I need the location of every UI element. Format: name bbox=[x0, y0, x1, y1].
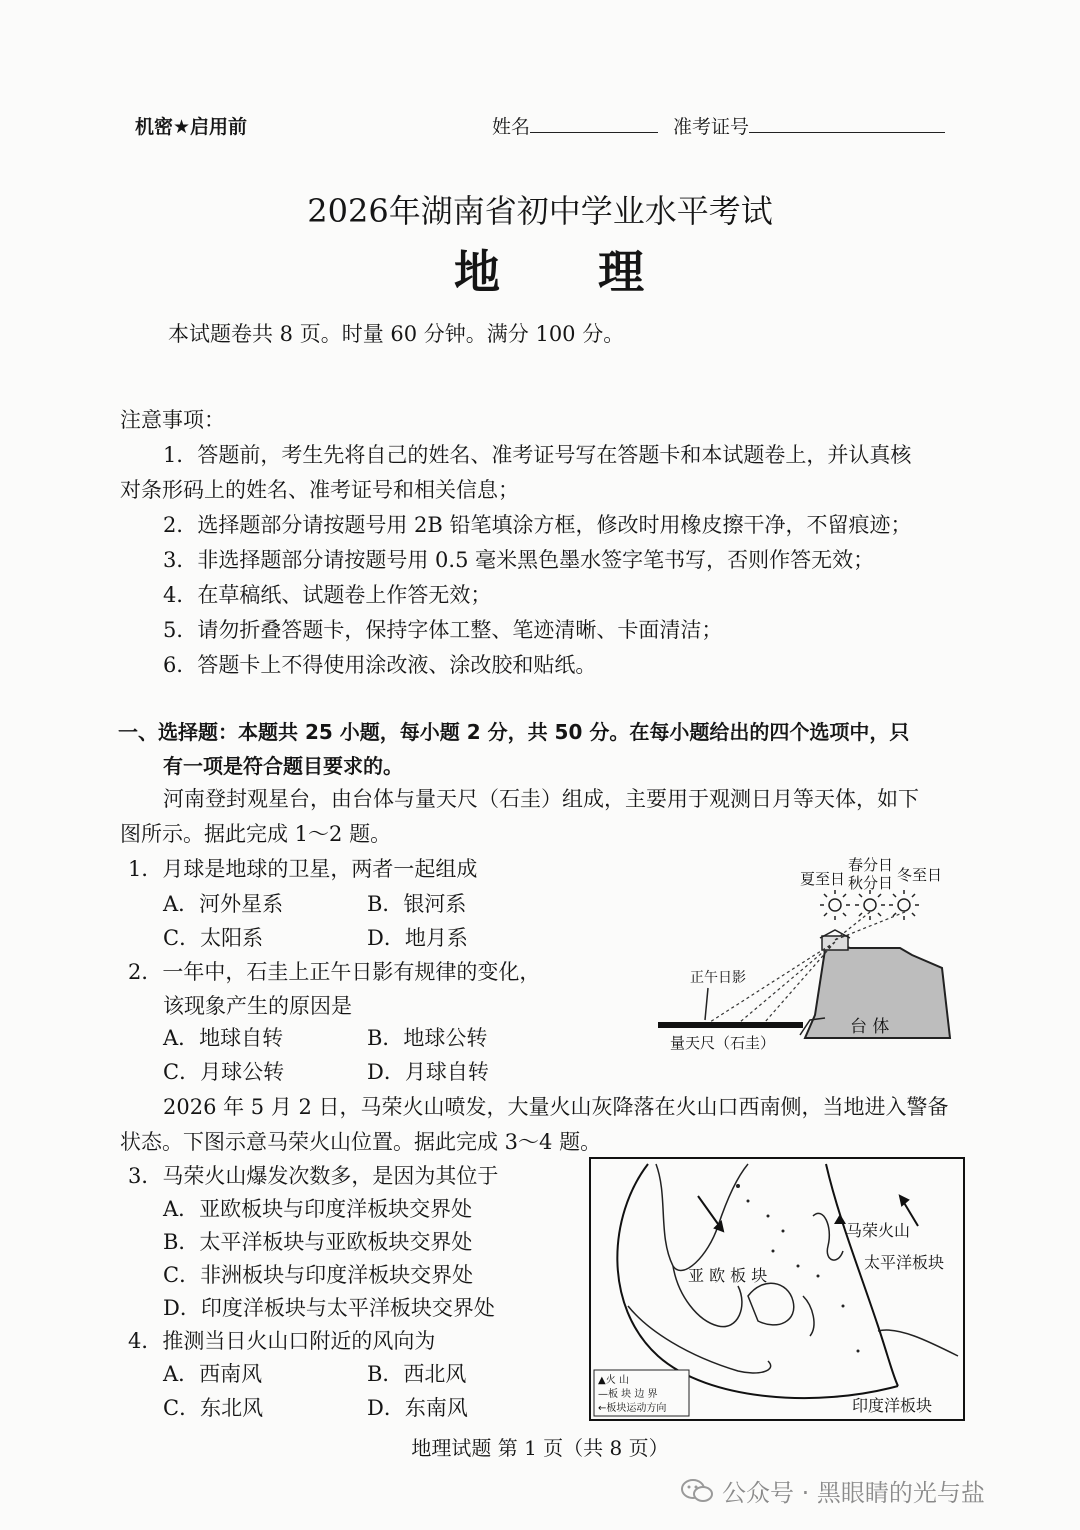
summer-solstice-label: 夏至日 bbox=[800, 870, 846, 888]
winter-solstice-label: 冬至日 bbox=[897, 866, 943, 884]
q2-option-d: D．月球自转 bbox=[367, 1060, 489, 1084]
ticket-label: 准考证号 bbox=[673, 116, 750, 138]
question-1-stem: 1．月球是地球的卫星，两者一起组成 bbox=[128, 857, 478, 881]
note-item-6: 6．答题卡上不得使用涂改液、涂改胶和贴纸。 bbox=[163, 653, 597, 677]
mayon-volcano-label: 马荣火山 bbox=[846, 1221, 911, 1240]
notes-heading: 注意事项： bbox=[120, 408, 225, 432]
subject-title: 地 理 bbox=[454, 245, 646, 299]
sun-icon bbox=[820, 890, 850, 920]
note-item-5: 5．请勿折叠答题卡，保持字体工整、笔迹清晰、卡面清洁； bbox=[163, 618, 723, 642]
legend-volcano: ▲火 山 bbox=[598, 1375, 629, 1386]
legend-boundary: —板 块 边 界 bbox=[598, 1389, 658, 1400]
q4-option-c: C．东北风 bbox=[163, 1396, 264, 1420]
q2-option-a: A．地球自转 bbox=[163, 1026, 284, 1050]
pacific-plate-label: 太平洋板块 bbox=[864, 1253, 945, 1272]
name-field bbox=[492, 112, 658, 139]
legend-motion: ←板块运动方向 bbox=[598, 1403, 667, 1414]
passage-1-line-2: 图所示。据此完成 1～2 题。 bbox=[120, 822, 392, 846]
ticket-field bbox=[673, 112, 945, 139]
q2-option-b: B．地球公转 bbox=[367, 1026, 488, 1050]
q2-option-c: C．月球公转 bbox=[163, 1060, 285, 1084]
exam-title: 2026年湖南省初中学业水平考试 bbox=[307, 192, 773, 230]
section-heading-cont: 有一项是符合题目要求的。 bbox=[163, 754, 403, 778]
question-2-stem: 2．一年中，石圭上正午日影有规律的变化， bbox=[128, 960, 541, 984]
autumn-equinox-label: 秋分日 bbox=[848, 874, 894, 892]
q1-option-a: A．河外星系 bbox=[163, 892, 284, 916]
question-3-stem: 3．马荣火山爆发次数多，是因为其位于 bbox=[128, 1164, 499, 1188]
question-4-stem: 4．推测当日火山口附近的风向为 bbox=[128, 1329, 436, 1353]
name-blank bbox=[530, 114, 658, 133]
platform-label: 台 体 bbox=[850, 1017, 890, 1037]
eurasian-plate-label: 亚 欧 板 块 bbox=[688, 1266, 768, 1285]
q1-option-c: C．太阳系 bbox=[163, 926, 264, 950]
q3-option-d: D．印度洋板块与太平洋板块交界处 bbox=[163, 1296, 495, 1320]
q3-option-b: B．太平洋板块与亚欧板块交界处 bbox=[163, 1230, 473, 1254]
confidential-mark: 机密★启用前 bbox=[135, 116, 248, 138]
q1-option-d: D．地月系 bbox=[367, 926, 468, 950]
q3-option-a: A．亚欧板块与印度洋板块交界处 bbox=[163, 1197, 473, 1221]
spring-equinox-label: 春分日 bbox=[848, 856, 894, 874]
sun-icon bbox=[855, 890, 885, 920]
passage-2-line-1: 2026 年 5 月 2 日，马荣火山喷发，大量火山灰降落在火山口西南侧，当地进入警备 bbox=[163, 1095, 949, 1119]
page-footer: 地理试题 第 1 页（共 8 页） bbox=[411, 1436, 669, 1460]
noon-shadow-label: 正午日影 bbox=[690, 970, 746, 986]
passage-2-line-2: 状态。下图示意马荣火山位置。据此完成 3～4 题。 bbox=[120, 1130, 602, 1154]
stone-ruler bbox=[658, 1022, 803, 1028]
mayon-volcano-map bbox=[588, 1156, 966, 1422]
note-item-3: 3．非选择题部分请按题号用 0.5 毫米黑色墨水签字笔书写，否则作答无效； bbox=[163, 548, 875, 572]
watermark bbox=[680, 1473, 985, 1508]
note-item-2: 2．选择题部分请按题号用 2B 铅笔填涂方框，修改时用橡皮擦干净，不留痕迹； bbox=[163, 513, 912, 537]
note-item-4: 4．在草稿纸、试题卷上作答无效； bbox=[163, 583, 492, 607]
q1-option-b: B．银河系 bbox=[367, 892, 467, 916]
indian-plate-label: 印度洋板块 bbox=[852, 1396, 933, 1415]
sun-icon bbox=[889, 890, 919, 920]
q4-option-b: B．西北风 bbox=[367, 1362, 467, 1386]
section-heading: 一、选择题：本题共 25 小题，每小题 2 分，共 50 分。在每小题给出的四个选项中，只 bbox=[118, 720, 910, 744]
q4-option-d: D．东南风 bbox=[367, 1396, 468, 1420]
q4-option-a: A．西南风 bbox=[163, 1362, 263, 1386]
exam-intro: 本试题卷共 8 页。时量 60 分钟。满分 100 分。 bbox=[168, 322, 625, 346]
ruler-label: 量天尺（石圭） bbox=[670, 1034, 776, 1052]
note-item-1: 1．答题前，考生先将自己的姓名、准考证号写在答题卡和本试题卷上，并认真核 bbox=[163, 443, 912, 467]
note-item-1-cont: 对条形码上的姓名、准考证号和相关信息； bbox=[120, 478, 519, 502]
platform-house bbox=[822, 936, 848, 950]
passage-1-line-1: 河南登封观星台，由台体与量天尺（石圭）组成，主要用于观测日月等天体，如下 bbox=[163, 787, 919, 811]
watermark-text: 公众号 · 黑眼睛的光与盐 bbox=[722, 1479, 985, 1507]
wechat-icon bbox=[680, 1477, 714, 1505]
ticket-blank bbox=[749, 114, 945, 133]
name-label: 姓名 bbox=[492, 116, 531, 138]
question-2-stem-cont: 该现象产生的原因是 bbox=[163, 994, 352, 1018]
observatory-figure bbox=[650, 850, 970, 1055]
q3-option-c: C．非洲板块与印度洋板块交界处 bbox=[163, 1263, 474, 1287]
